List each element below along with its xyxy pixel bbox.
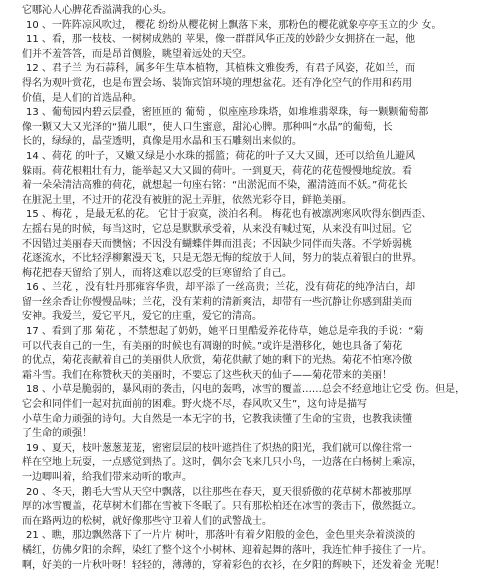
text-line-22: 安神。我爱兰，爱它平凡，爱它的庄重，爱它的清高。 xyxy=(22,311,262,323)
text-line-8: 13 、葡萄园内碧云层叠，密匝匝的 葡萄 ，似座座珍珠塔，如堆堆翡翠珠，每一颗颗葡萄都 xyxy=(26,107,429,119)
text-line-27: 18 、小草是脆弱的，暴风雨的袭击，闪电的轰鸣，冰雪的覆盖……总会不经意地让它受 伤。但是， xyxy=(26,384,466,396)
text-line-3: 11 、看，那一枝枝、一树树成熟的 苹果，像一群群风华正茂的妙龄少女拥挤在一起，他 xyxy=(26,34,416,46)
text-line-9: 像一颗又大又光泽的“猫儿眼”，使人口生蜜意，甜沁心脾。那种叫“水晶”的葡萄，长 xyxy=(22,121,393,133)
text-line-33: 一边唧叫着，给我们带来动听的歌声。 xyxy=(22,472,192,483)
text-line-5: 12 、君子兰 为石蒜科，属多年生草本植物，其植株文雅俊秀，有君子风姿，花如兰，而 xyxy=(26,63,416,75)
text-line-29: 小草生命力顽强的诗句。大自然是一本无字的书，它教我读懂了生命的宝贵，也教我读懂 xyxy=(22,413,412,425)
text-line-18: 花逐流水，不比轻浮柳絮漫天飞，只是无怨无悔的绽放于人间，努力的装点着银白的世界。 xyxy=(22,253,422,265)
text-line-34: 20 、冬天，鹅毛大雪从天空中飘落，以往那些在春天，夏天很骄傲的花草树木都被那厚 xyxy=(26,486,412,498)
text-line-4: 们并不羞答答，而是昂首侧脸，眺望着远处的天空。 xyxy=(22,48,252,60)
text-line-7: 价值，是人们的首选品种。 xyxy=(22,92,142,104)
text-line-24: 可以代表自己的一生，有美丽的时候也有凋谢的时候。”或许是潜移化，她也具备了菊花 xyxy=(22,340,403,352)
text-line-14: 在脏泥土里，不过开的花没有被脏的泥土弄脏，依然光彩夺目，鲜艳美丽。 xyxy=(22,194,352,206)
text-line-30: 了生命的顽强！ xyxy=(22,428,92,440)
text-line-31: 19 、夏天，枝叶葱葱茏茏，密密层层的枝叶遮挡住了炽热的阳光，我们就可以像往常一 xyxy=(26,442,412,454)
text-line-23: 17 、看到了那 菊花 ，不禁想起了奶奶，她平日里酷爱养花侍草，她总是牵我的手说：“菊 xyxy=(26,326,424,338)
text-line-10: 长的，绿绿的，晶莹透明，真像是用水晶和玉石雕刻出来似的。 xyxy=(22,136,302,148)
text-line-21: 留一丝余香让你慢慢品味；兰花，没有茉莉的清新爽洁，却带有一些沉静让你感到甜美而 xyxy=(22,296,412,308)
text-line-25: 的优点，菊花丧献着自己的美丽供人欣赏，菊花供献了她的剩下的光热。菊花不怕寒冷傲 xyxy=(22,355,412,367)
text-line-17: 不因错过美丽春天而懊恼；不因没有蝴蝶伴舞而沮丧；不因缺少同伴而失落。不学娇弱桃 xyxy=(22,238,412,250)
text-line-16: 左摇右晃的时候，每当这时，它总是默默承受着，从来没有喊过冤，从来没有叫过屈。它 xyxy=(22,223,412,235)
text-line-2: 10 、一阵阵凉风吹过， 樱花 纷纷从樱花树上飘落下来，那粉色的樱花就象亭亭玉立的少 女。 xyxy=(26,19,442,31)
text-line-20: 16 、兰花 ，没有牡丹那雍容华贵，却平添了一丝高贵；兰花，没有荷花的纯净洁白，却 xyxy=(26,282,416,294)
text-line-1: 它哪沁人心脾花香溢满我的心头。 xyxy=(22,5,172,16)
text-line-13: 着一朵朵清洁高雅的荷花，就想起一句座右铭：“出淤泥而不染，濯清涟而不妖。”荷花长 xyxy=(22,180,408,192)
text-line-11: 14 、荷花 的叶子，又嫩又绿是小水珠的摇篮；荷花的叶子又大又圆，还可以给鱼儿避风 xyxy=(26,150,416,162)
text-line-15: 15 、梅花 ，是最无私的花。 它甘于寂寞，淡泊名利。 梅花也有被凛冽寒风吹得东倒西歪、 xyxy=(26,209,432,221)
text-line-38: 橘红，仿佛夕阳的余辉，染红了整个这个小树林、迎着起舞的落叶，我连忙伸手接住了一片。 xyxy=(22,544,432,556)
text-line-6: 得名为观叶赏花，也是布置会场、装饰宾馆环境的理想盆花。还有净化空气的作用和药用 xyxy=(22,77,412,89)
text-line-12: 躲雨。荷花根粗壮有力，能举起又大又圆的荷叶。一到夏天，荷花的花苞慢慢地绽放。看 xyxy=(22,165,412,177)
text-line-35: 厚的冰雪覆盖，花草树木们都在雪被下冬眠了。只有那松柏还在冰雪的袭击下，傲然挺立。 xyxy=(22,501,422,513)
text-line-28: 它会和同伴们一起对抗面前的困难。野火烧不尽，春风吹又生”，这句诗是描写 xyxy=(22,399,368,411)
text-line-37: 21 、瞧，那边飘然落下了一片片 树叶，那落叶有着夕阳般的金色，金色里夹杂着淡淡的 xyxy=(26,530,416,542)
text-line-19: 梅花把春天留给了别人，而将这难以忍受的巨寒留给了自己。 xyxy=(22,267,292,279)
text-line-39: 啊，好美的一片秋叶呀！轻轻的，薄薄的，穿着彩色的衣衫，在夕阳的辉映下，还发着金 光呢！ xyxy=(22,559,446,571)
text-line-26: 霜斗雪。我们在称赞秋天的美丽时，不要忘了这些秋天的仙子——菊花带来的美丽！ xyxy=(22,369,392,381)
text-line-36: 而在路两边的松树，就好像那些守卫着人们的武警战士。 xyxy=(22,515,272,527)
text-line-32: 样在空地上玩耍，一点感觉到热了。这时，偶尔会飞来几只小鸟，一边落在白杨树上乘凉， xyxy=(22,457,422,469)
